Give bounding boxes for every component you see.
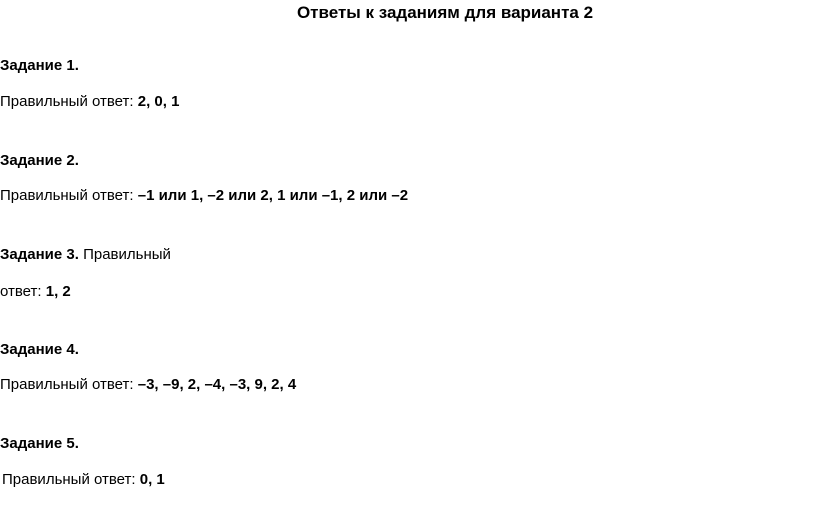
task-2-answer-label: Правильный ответ: — [0, 187, 134, 204]
task-3-heading: Задание 3. — [0, 246, 79, 263]
task-3-answer-label-part1: Правильный — [83, 246, 171, 263]
task-1-answer-label: Правильный ответ: — [0, 93, 134, 110]
task-5-answer-label: Правильный ответ: — [2, 471, 136, 488]
task-2-heading: Задание 2. — [0, 152, 79, 169]
task-5-answer-line — [2, 470, 165, 490]
task-4-answer-line — [0, 375, 296, 395]
task-4-answer-value: –3, –9, 2, –4, –3, 9, 2, 4 — [137, 376, 297, 393]
task-1-answer-value: 2, 0, 1 — [137, 93, 180, 110]
task-5-heading: Задание 5. — [0, 435, 79, 452]
task-3-answer-value: 1, 2 — [45, 283, 71, 300]
task-2-answer-line — [0, 186, 408, 206]
task-1-heading: Задание 1. — [0, 57, 79, 74]
page-title: Ответы к заданиям для варианта 2 — [296, 3, 594, 22]
task-2-answer-value: –1 или 1, –2 или 2, 1 или –1, 2 или –2 — [137, 187, 409, 204]
task-3-heading-line — [0, 245, 171, 265]
task-3-answer-line — [0, 282, 71, 302]
task-4-heading: Задание 4. — [0, 341, 79, 358]
task-4-answer-label: Правильный ответ: — [0, 376, 134, 393]
task-3-answer-label-part2: ответ: — [0, 283, 42, 300]
task-5-answer-value: 0, 1 — [139, 471, 165, 488]
task-1-answer-line — [0, 92, 179, 112]
